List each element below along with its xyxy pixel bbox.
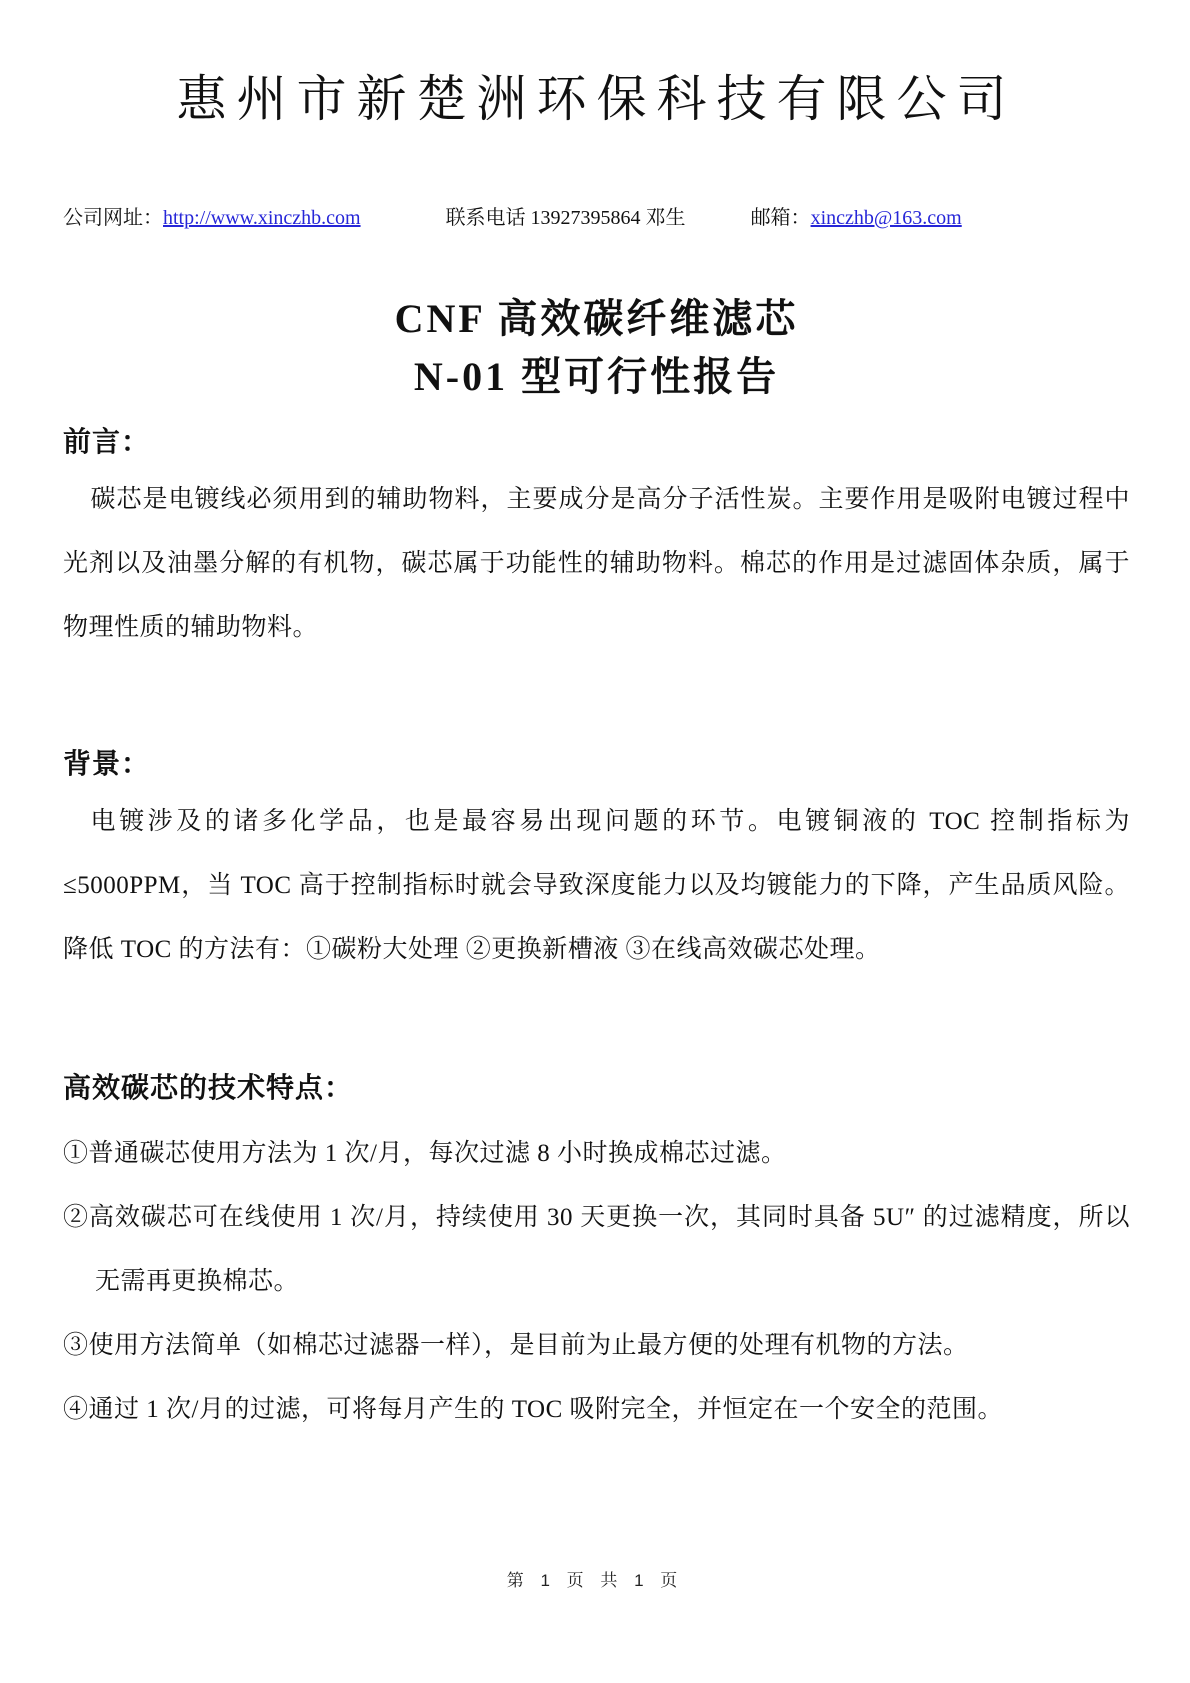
report-title-line1: CNF 高效碳纤维滤芯	[394, 296, 799, 341]
phone-text: 联系电话 13927395864 邓生	[445, 207, 686, 229]
features-list	[63, 1122, 1130, 1442]
report-title-line2: N-01 型可行性报告	[413, 354, 780, 399]
document-content	[0, 66, 1190, 1442]
features-heading: 高效碳芯的技术特点：	[63, 1073, 354, 1104]
background-paragraph: 电镀涉及的诸多化学品，也是最容易出现问题的环节。电镀铜液的 TOC 控制指标为≤5000PPM，当 TOC 高于控制指标时就会导致深度能力以及均镀能力的下降，产生品质风险。降低 TOC 的方法有：①碳粉大处理 ②更换新槽液 ③在线高效碳芯处理。	[63, 808, 1130, 963]
feature-item-2: ②高效碳芯可在线使用 1 次/月，持续使用 30 天更换一次，其同时具备 5U″ 的过滤精度，所以无需再更换棉芯。	[63, 1204, 1130, 1295]
email-link[interactable]: xinczhb@163.com	[810, 207, 962, 229]
feature-item-1: ①普通碳芯使用方法为 1 次/月，每次过滤 8 小时换成棉芯过滤。	[63, 1140, 787, 1167]
website-segment	[63, 204, 361, 232]
page-number-footer: 第 1 页 共 1 页	[506, 1571, 684, 1590]
email-segment	[751, 204, 962, 232]
company-name-title: 惠州市新楚洲环保科技有限公司	[176, 71, 1017, 127]
contact-info-row	[63, 204, 1130, 232]
preface-heading: 前言：	[63, 427, 151, 458]
background-heading: 背景：	[63, 749, 151, 780]
feature-item-4: ④通过 1 次/月的过滤，可将每月产生的 TOC 吸附完全，并恒定在一个安全的范围。	[63, 1396, 1003, 1423]
website-label: 公司网址：	[63, 207, 163, 229]
website-link[interactable]: http://www.xinczhb.com	[163, 207, 361, 229]
preface-paragraph: 碳芯是电镀线必须用到的辅助物料，主要成分是高分子活性炭。主要作用是吸附电镀过程中光剂以及油墨分解的有机物，碳芯属于功能性的辅助物料。棉芯的作用是过滤固体杂质，属于物理性质的辅助物料。	[63, 486, 1130, 641]
feature-item-3: ③使用方法简单（如棉芯过滤器一样），是目前为止最方便的处理有机物的方法。	[63, 1332, 969, 1359]
report-title	[63, 290, 1130, 406]
email-label: 邮箱：	[750, 207, 811, 229]
